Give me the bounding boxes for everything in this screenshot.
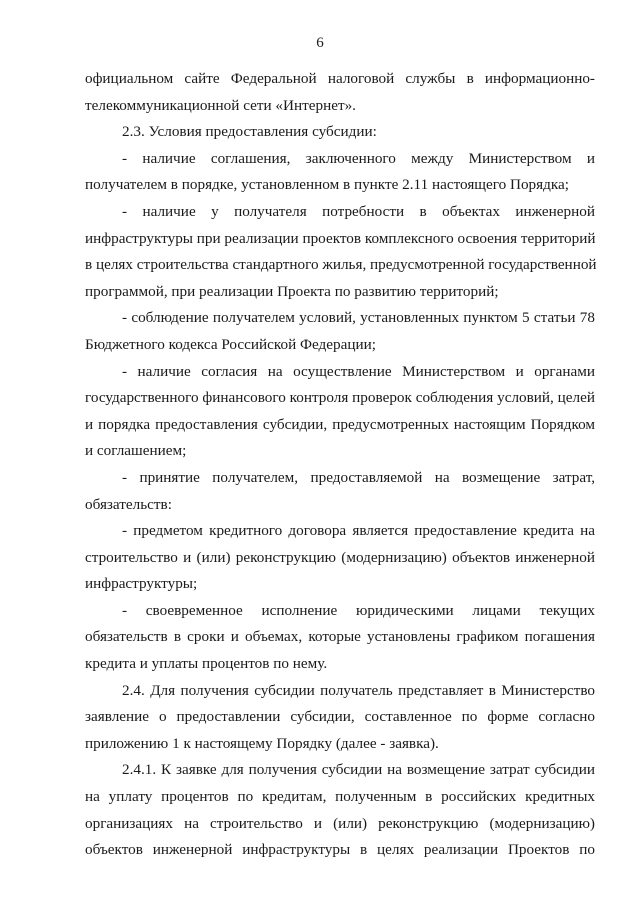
- text-line: - принятие получателем, предоставляемой на возмещение затрат,: [122, 468, 595, 486]
- text-line: инфраструктуры;: [85, 575, 198, 593]
- text-line: и соглашением;: [85, 442, 187, 460]
- text-line: официальном сайте Федеральной налоговой службы в информационно-: [85, 70, 595, 87]
- text-line: кредита и уплаты процентов по нему.: [85, 655, 328, 673]
- paragraph-subsidy-conditions-heading: [85, 119, 595, 146]
- document-body: [85, 66, 595, 864]
- text-line: государственного финансового контроля проверок соблюдения условий, целей: [85, 389, 595, 407]
- text-line: 2.3. Условия предоставления субсидии:: [122, 123, 377, 141]
- text-line: обязательств:: [85, 495, 172, 513]
- text-line: - предметом кредитного договора является предоставление кредита на: [122, 522, 595, 540]
- text-line: обязательств в сроки и объемах, которые установлены графиком погашения: [85, 628, 595, 646]
- paragraph-website-continuation: [85, 66, 595, 119]
- text-line: 2.4.1. К заявке для получения субсидии на возмещение затрат субсидии: [122, 761, 595, 779]
- text-line: 2.4. Для получения субсидии получатель представляет в Министерство: [122, 681, 595, 699]
- text-line: и порядка предоставления субсидии, предусмотренных настоящим Порядком: [85, 415, 595, 433]
- paragraph-inspection-consent-condition: [85, 359, 595, 465]
- text-line: строительство и (или) реконструкцию (модернизацию) объектов инженерной: [85, 548, 595, 566]
- paragraph-agreement-condition: [85, 146, 595, 199]
- text-line: - наличие соглашения, заключенного между Министерством и: [122, 149, 595, 167]
- paragraph-budget-code-condition: [85, 305, 595, 358]
- text-line: - соблюдение получателем условий, установленных пунктом 5 статьи 78: [122, 309, 595, 327]
- paragraph-infrastructure-need-condition: [85, 199, 595, 305]
- text-line: программой, при реализации Проекта по развитию территорий;: [85, 282, 499, 300]
- text-line: получателем в порядке, установленном в пункте 2.11 настоящего Порядка;: [85, 176, 569, 194]
- text-line: приложению 1 к настоящему Порядку (далее - заявка).: [85, 734, 439, 752]
- paragraph-application-submission: [85, 678, 595, 758]
- text-line: объектов инженерной инфраструктуры в целях реализации Проектов по: [85, 841, 595, 859]
- text-line: на уплату процентов по кредитам, полученным в российских кредитных: [85, 788, 595, 806]
- text-line: Бюджетного кодекса Российской Федерации;: [85, 335, 376, 353]
- text-line: заявление о предоставлении субсидии, составленное по форме согласно: [85, 708, 595, 726]
- text-line: организациях на строительство и (или) реконструкцию (модернизацию): [85, 814, 595, 832]
- page-number: 6: [316, 35, 324, 51]
- text-line: в целях строительства стандартного жилья, предусмотренной государственной: [85, 256, 597, 274]
- text-line: - наличие у получателя потребности в объектах инженерной: [122, 202, 595, 220]
- text-line: - своевременное исполнение юридическими лицами текущих: [122, 601, 595, 619]
- paragraph-credit-agreement-subject: [85, 518, 595, 598]
- paragraph-obligations-acceptance: [85, 465, 595, 518]
- paragraph-timely-fulfillment: [85, 598, 595, 678]
- paragraph-application-attachments: [85, 757, 595, 863]
- text-line: инфраструктуры при реализации проектов комплексного освоения территорий: [85, 229, 596, 247]
- text-line: - наличие согласия на осуществление Министерством и органами: [122, 362, 595, 380]
- text-line: телекоммуникационной сети «Интернет».: [85, 96, 356, 114]
